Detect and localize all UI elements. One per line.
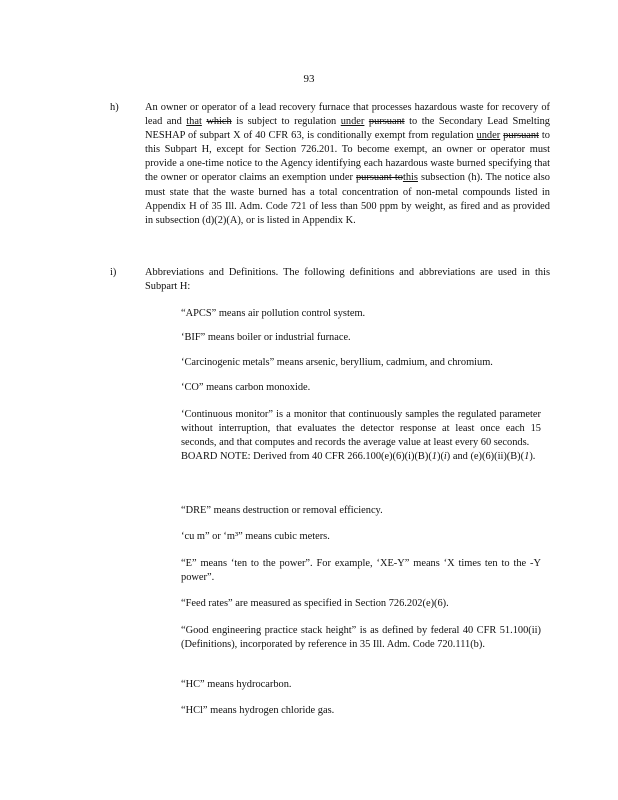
item-h-delete-1: which	[206, 116, 232, 128]
definition-co: ‘CO” means carbon monoxide.	[181, 382, 311, 393]
definition-apcs: “APCS” means air pollution control system.	[181, 308, 366, 319]
item-h-text-mid-2: to the Secondary Lead Smelting NESHAP of subpart X of 40 CFR 63, is conditionally exempt from regulation	[145, 116, 550, 142]
item-h-delete-3: pursuant	[503, 130, 539, 142]
definition-cubic-meters: ‘cu m” or ‘m³” means cubic meters.	[181, 531, 330, 542]
definition-good-engineering-practice: “Good engineering practice stack height” is as defined by federal 40 CFR 51.100(ii) (Definitions), incorporated by reference in 35 Ill. Adm. Code 720.111(b).	[181, 625, 541, 651]
item-h-text-pre: An owner or operator of a lead recovery furnace that processes hazardous waste for recovery of lead and	[145, 102, 550, 128]
item-i-letter: i)	[110, 267, 117, 278]
definition-hc: “HC” means hydrocarbon.	[181, 679, 292, 690]
item-i-text: Abbreviations and Definitions. The following definitions and abbreviations are used in this Subpart H:	[145, 267, 550, 293]
item-h-delete-4: pursuant to	[355, 172, 403, 184]
item-h-delete-2: pursuant	[368, 116, 405, 128]
item-h-text-post: subsection (h). The notice also must state that the waste burned has a total concentration of non-metal compounds listed in Appendix H of 35 Ill. Adm. Code 721 of less than 500 ppm by weight, as fired and as provided in subsection (d)(2)(A), or is listed in Appendix K.	[145, 172, 550, 226]
definition-feed-rates: “Feed rates” are measured as specified in Section 726.202(e)(6).	[181, 598, 449, 609]
item-h-insert-3: under	[476, 130, 501, 142]
definition-e: “E” means ‘ten to the power”. For example, ‘XE-Y” means ‘X times ten to the -Y power”.	[181, 558, 541, 584]
definition-bif: ‘BIF” means boiler or industrial furnace.	[181, 332, 351, 343]
item-h-letter: h)	[110, 102, 119, 113]
definition-dre: “DRE” means destruction or removal efficiency.	[181, 505, 383, 516]
item-h-insert-2: under	[340, 116, 365, 128]
item-h-text-mid-1: is subject to regulation	[231, 116, 341, 128]
item-h-text-mid-3: to this Subpart H, except for Section 726.201. To become exempt, an owner or operator must provide a one-time notice to the Agency identifying each hazardous waste burned specifying that the owner or operator claims an exemption under	[145, 130, 551, 184]
definition-continuous-monitor: ‘Continuous monitor” is a monitor that continuously samples the regulated parameter without interruption, that evaluates the detector response at least once each 15 seconds, and that computes and records the average value at least every 60 seconds. BOARD NOTE: Derived from 40 CFR 266.100(e)(6)(i)(B)(1)(i) and (e)(6)(ii)(B)(1).	[181, 408, 541, 464]
item-i	[110, 266, 550, 294]
item-h	[110, 101, 550, 228]
item-h-insert-4: this	[402, 172, 418, 184]
definition-hcl: “HCl” means hydrogen chloride gas.	[181, 705, 335, 716]
item-h-insert-1: that	[186, 116, 202, 128]
board-note: BOARD NOTE: Derived from 40 CFR 266.100(e)(6)(i)(B)(1)(i) and (e)(6)(ii)(B)(1).	[181, 451, 536, 463]
item-i-body	[145, 266, 550, 294]
page-number: 93	[303, 73, 315, 85]
definition-carcinogenic-metals: ‘Carcinogenic metals” means arsenic, beryllium, cadmium, and chromium.	[181, 357, 493, 368]
item-h-body	[145, 101, 550, 228]
